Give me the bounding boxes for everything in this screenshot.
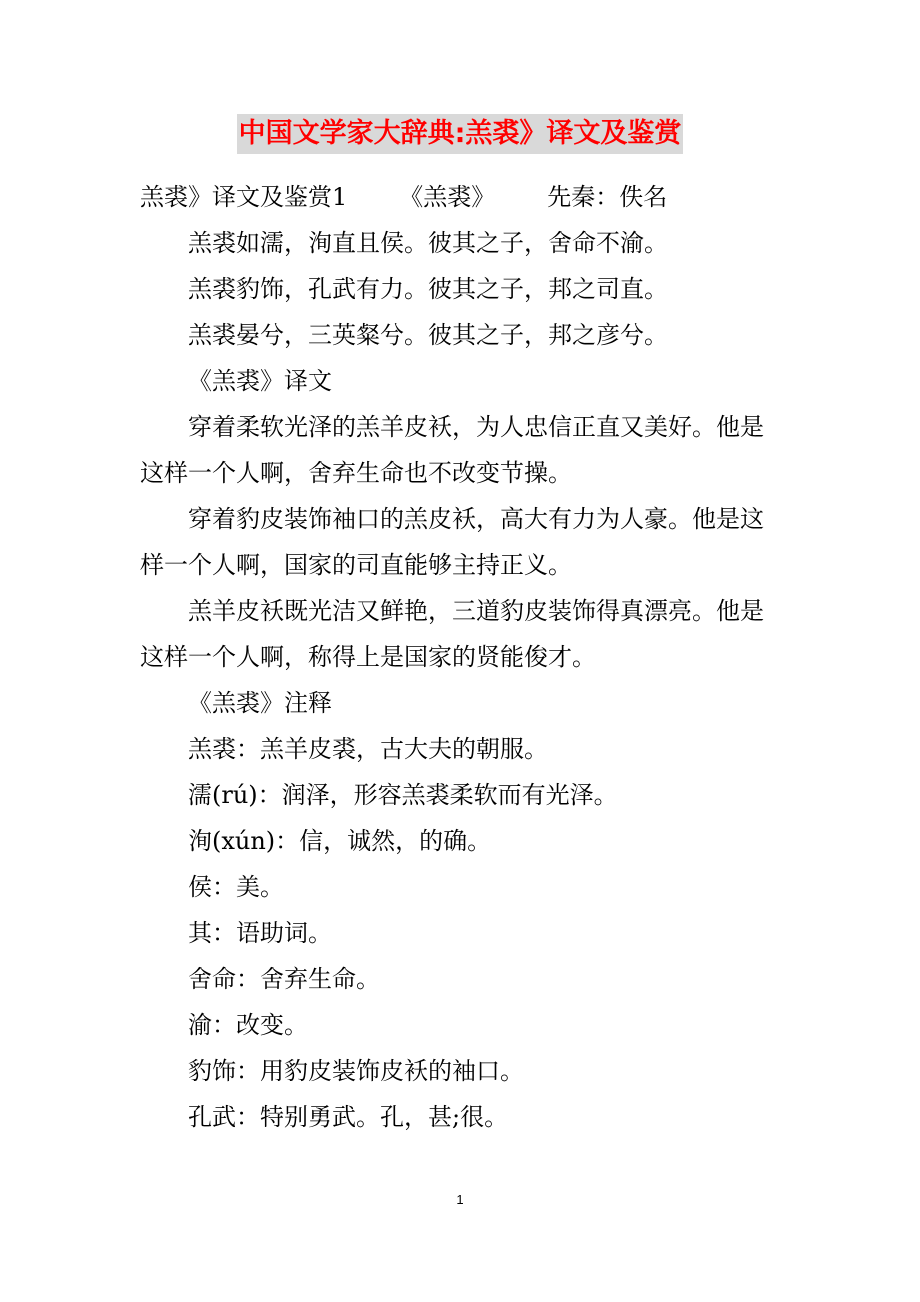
document-title: 中国文学家大辞典:羔裘》译文及鉴赏 <box>237 114 684 154</box>
title-container <box>0 114 920 154</box>
heading-part-1: 羔裘》译文及鉴赏1 <box>140 183 348 211</box>
document-body <box>140 174 788 1140</box>
note-line: 渝：改变。 <box>188 1011 308 1039</box>
page-number: 1 <box>456 1192 464 1207</box>
translation-line: 样一个人啊，国家的司直能够主持正义。 <box>140 551 572 579</box>
poem-line: 羔裘晏兮，三英粲兮。彼其之子，邦之彦兮。 <box>188 321 668 349</box>
note-line: 孔武：特别勇武。孔，甚;很。 <box>188 1103 509 1131</box>
translation-line: 穿着豹皮装饰袖口的羔皮袄，高大有力为人豪。他是这 <box>188 505 764 533</box>
note-line: 其：语助词。 <box>188 919 332 947</box>
note-line: 羔裘：羔羊皮裘，古大夫的朝服。 <box>188 735 548 763</box>
heading-part-3: 先秦：佚名 <box>547 183 668 211</box>
poem-line: 羔裘豹饰，孔武有力。彼其之子，邦之司直。 <box>188 275 668 303</box>
translation-line: 羔羊皮袄既光洁又鲜艳，三道豹皮装饰得真漂亮。他是 <box>188 597 764 625</box>
note-line: 舍命：舍弃生命。 <box>188 965 380 993</box>
translation-heading: 《羔裘》译文 <box>188 367 332 395</box>
translation-line: 这样一个人啊，称得上是国家的贤能俊才。 <box>140 643 596 671</box>
note-line: 洵(xún)：信，诚然，的确。 <box>188 827 492 855</box>
notes-heading: 《羔裘》注释 <box>188 689 332 717</box>
translation-line: 穿着柔软光泽的羔羊皮袄，为人忠信正直又美好。他是 <box>188 413 764 441</box>
heading-part-2: 《羔裘》 <box>399 183 496 211</box>
note-line: 濡(rú)：润泽，形容羔裘柔软而有光泽。 <box>188 781 618 809</box>
heading-line <box>140 174 788 220</box>
translation-line: 这样一个人啊，舍弃生命也不改变节操。 <box>140 459 572 487</box>
poem-line: 羔裘如濡，洵直且侯。彼其之子，舍命不渝。 <box>188 229 668 257</box>
note-line: 侯：美。 <box>188 873 284 901</box>
note-line: 豹饰：用豹皮装饰皮袄的袖口。 <box>188 1057 524 1085</box>
